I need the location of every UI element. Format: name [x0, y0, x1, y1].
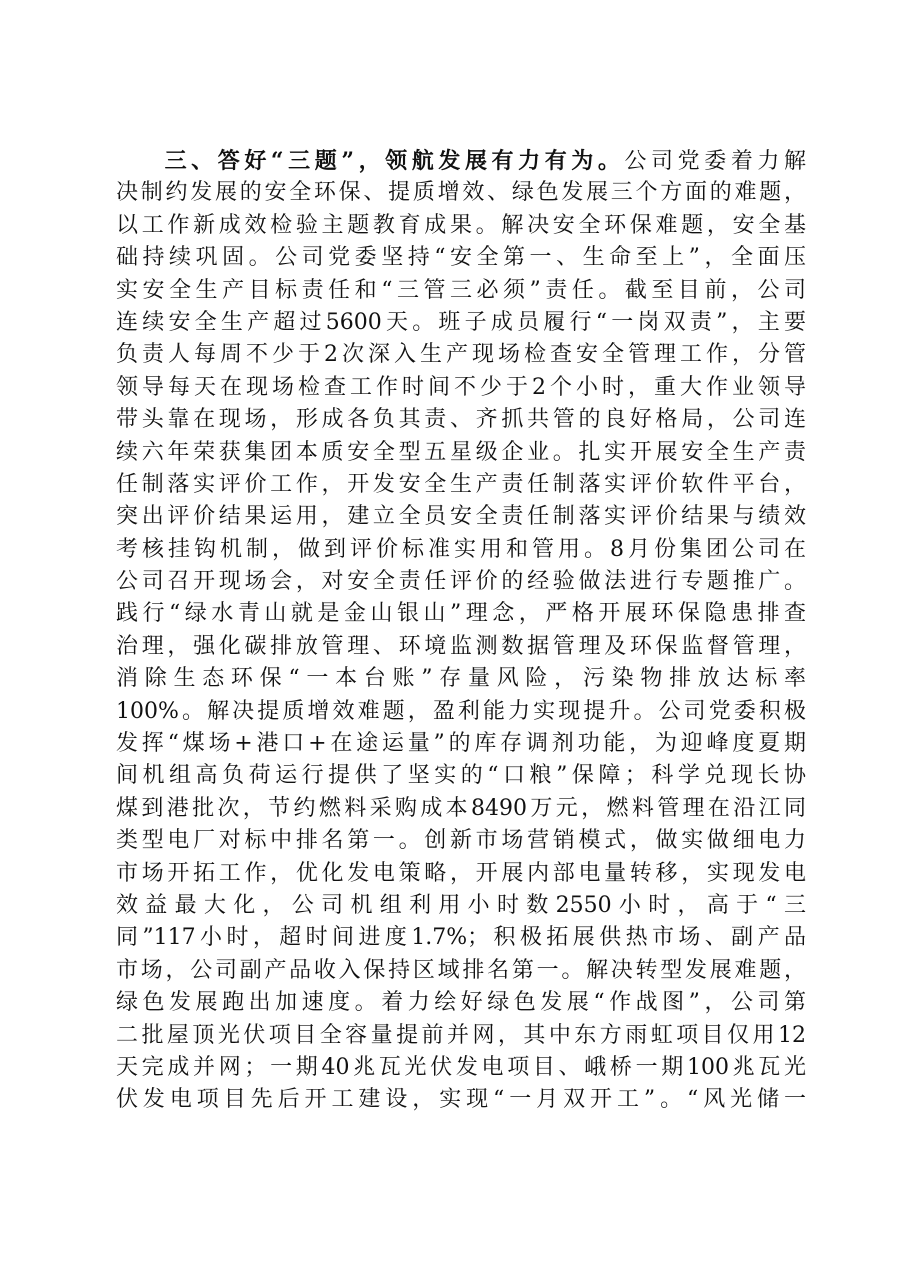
paragraph-line: 连续安全生产超过5600天。班子成员履行“一岗双责”，主要 — [116, 309, 806, 335]
paragraph-line: 公司召开现场会，对安全责任评价的经验做法进行专题推广。 — [116, 569, 806, 595]
line-text: 公司党委着力解 — [624, 149, 806, 174]
paragraph-line: 间机组高负荷运行提供了坚实的“口粮”保障；科学兑现长协 — [116, 763, 806, 789]
paragraph-line: 带头靠在现场，形成各负其责、齐抓共管的良好格局，公司连 — [116, 407, 806, 433]
paragraph-line: 效益最大化，公司机组利用小时数2550小时，高于“三 — [116, 892, 806, 918]
paragraph-line: 市场，公司副产品收入保持区域排名第一。解决转型发展难题， — [116, 957, 806, 983]
paragraph-line: 领导每天在现场检查工作时间不少于2个小时，重大作业领导 — [116, 374, 806, 400]
paragraph-line: 伏发电项目先后开工建设，实现“一月双开工”。“风光储一 — [116, 1087, 806, 1113]
paragraph-line: 决制约发展的安全环保、提质增效、绿色发展三个方面的难题， — [116, 180, 806, 206]
paragraph-line: 类型电厂对标中排名第一。创新市场营销模式，做实做细电力 — [116, 828, 806, 854]
paragraph-line: 二批屋顶光伏项目全容量提前并网，其中东方雨虹项目仅用12 — [116, 1022, 806, 1048]
paragraph-line: 市场开拓工作，优化发电策略，开展内部电量转移，实现发电 — [116, 860, 806, 886]
paragraph-line: 任制落实评价工作，开发安全生产责任制落实评价软件平台， — [116, 471, 806, 497]
paragraph-line: 治理，强化碳排放管理、环境监测数据管理及环保监督管理， — [116, 633, 806, 659]
paragraph-line: 天完成并网；一期40兆瓦光伏发电项目、峨桥一期100兆瓦光 — [116, 1054, 806, 1080]
paragraph-line: 负责人每周不少于2次深入生产现场检查安全管理工作，分管 — [116, 342, 806, 368]
paragraph-line: 考核挂钩机制，做到评价标准实用和管用。8月份集团公司在 — [116, 536, 806, 562]
paragraph-line: 绿色发展跑出加速度。着力绘好绿色发展“作战图”，公司第 — [116, 990, 806, 1016]
paragraph-line: 践行“绿水青山就是金山银山”理念，严格开展环保隐患排查 — [116, 601, 806, 627]
paragraph-line: 煤到港批次，节约燃料采购成本8490万元，燃料管理在沿江同 — [116, 795, 806, 821]
paragraph-line: 100%。解决提质增效难题，盈利能力实现提升。公司党委积极 — [116, 698, 806, 724]
paragraph-line: 发挥“煤场+港口+在途运量”的库存调剂功能，为迎峰度夏期 — [116, 731, 806, 757]
paragraph-line: 突出评价结果运用，建立全员安全责任制落实评价结果与绩效 — [116, 504, 806, 530]
body-paragraph — [116, 145, 806, 1117]
section-heading: 三、答好“三题”，领航发展有力有为。 — [160, 148, 625, 174]
paragraph-line: 础持续巩固。公司党委坚持“安全第一、生命至上”，全面压 — [116, 245, 806, 271]
paragraph-line: 以工作新成效检验主题教育成果。解决安全环保难题，安全基 — [116, 212, 806, 238]
paragraph-line: 同”117小时，超时间进度1.7%；积极拓展供热市场、副产品 — [116, 925, 806, 951]
paragraph-line: 实安全生产目标责任和“三管三必须”责任。截至目前，公司 — [116, 277, 806, 303]
paragraph-line: 消除生态环保“一本台账”存量风险，污染物排放达标率 — [116, 666, 806, 692]
paragraph-line: 续六年荣获集团本质安全型五星级企业。扎实开展安全生产责 — [116, 439, 806, 465]
paragraph-line — [116, 145, 806, 177]
